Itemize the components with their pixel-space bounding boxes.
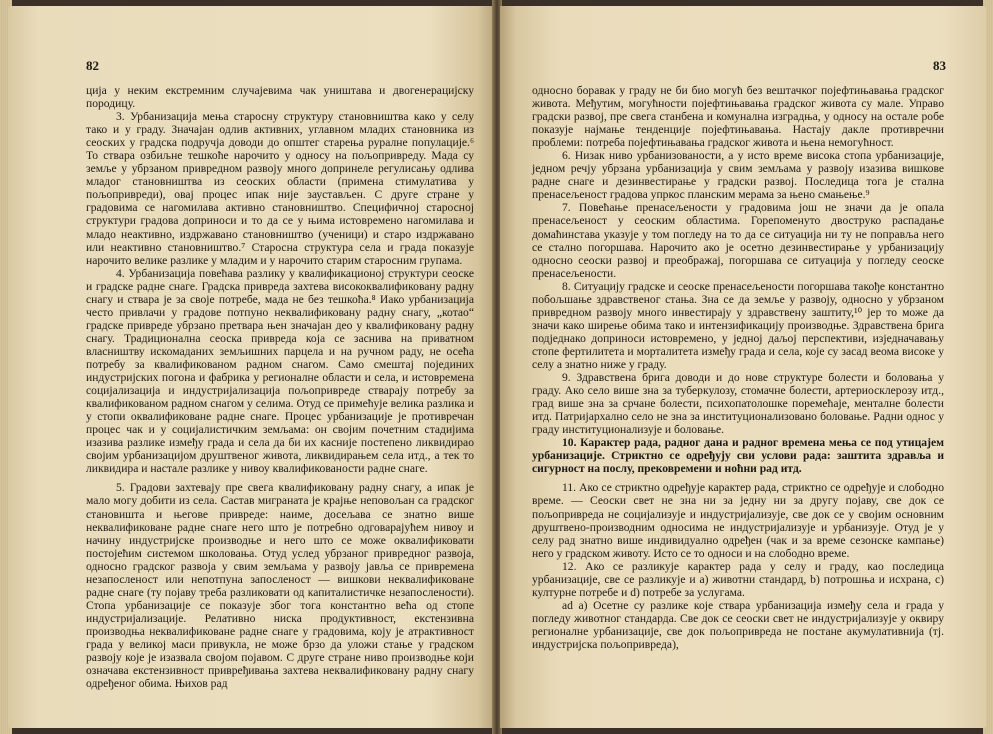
- paragraph: 6. Низак ниво урбанизованости, а у исто време висока стопа урбанизације, једном речју убрзана урбанизација у свим земљама у развоју изазива вишкове радне снаге и дезинвестирање у градски развој. Последица тога је стална пренасељеност градова упркос планским мерама за њено смањење.⁹: [532, 149, 944, 202]
- paragraph: 10. Карактер рада, радног дана и радног времена мења се под утицајем урбанизације. Стриктно се одређују сви услови рада: заштита здравља и сигурност на послу, прековремени и ноћни рад итд.: [532, 436, 944, 476]
- left-page-number: 82: [86, 58, 99, 73]
- right-page-number: 83: [933, 58, 946, 73]
- paragraph: ad a) Осетне су разлике које ствара урбанизација између села и града у погледу животног стандарда. Све док се сеоски свет не индустријализује у оквиру регионалне урбанизације, све док пољопривреда не постане акумулативнија (тј. индустријска пољопривреда),: [532, 598, 944, 651]
- paragraph: 9. Здравствена брига доводи и до нове структуре болести и боловања у граду. Ако село више зна за туберкулозу, стомачне болести, артериосклерозу итд., град више зна за срчане болести, психопатолошке поремећаје, менталне болести итд. Патријархално село не зна за институционализовано боловање. Радни однос у граду институционализује и боловање.: [532, 371, 944, 437]
- paragraph: 5. Градови захтевају пре свега квалификовану радну снагу, а ипак је мало могу добити из села. Састав миграната је крајње неповољан са градског становишта и његове привреде: наиме, досељава се знатно више неквалификоване радне снаге него што је потребно одговарајућем нивоу и начину индустријске производње и него што се може оквалификовати постојећим системом школовања. Отуд услед убрзаног привредног развоја, односно градског развоја у свим земљама у развоју јавља се привремена незапосленост или непотпуна запосленост — вишкови неквалификоване радне снаге (ту појаву треба разликовати од капиталистичке незапослености). Стопа урбанизације се показује због тога константно већа од стопе индустријализације. Релативно ниска продуктивност, екстензивна производња неквалификоване радне снаге у градовима, коју је атрактивност града у великој маси привукла, не може брзо да уложи стање у градском развоју које је изазвала својом појавом. С друге стране ниво производње који означава екстензивност привређивања захтева неквалификовану радну снагу одређеног обима. Њихов рад: [86, 481, 474, 691]
- paragraph: 12. Ако се разликује карактер рада у селу и граду, као последица урбанизације, све се разликује и a) животни стандард, b) потрошња и исхрана, c) културне потребе и d) потребе за услугама.: [532, 559, 944, 599]
- paragraph: 8. Ситуацију градске и сеоске пренасељености погоршава такође константно побољшање здравственог стања. Зна се да земље у развоју, односно у убрзаном привредном развоју много инвестирају у здравствену заштиту,¹⁰ јер то може да значи како ширење обима тако и интензификацију производње. Здравствена брига подједнако доприноси истовремено, у једној даљој перспективи, изједначавању стопе фертилитета и морталитета између града и села, које су засад веома високе у селу а знатно ниже у граду.: [532, 279, 944, 371]
- left-page: [8, 6, 494, 728]
- left-page-text: [86, 84, 474, 690]
- paragraph: 7. Повећање пренасељености у градовима још не значи да је опала пренасељеност у сеоским областима. Горепоменуто двоструко распадање домаћинстава указује у том погледу на то да се ситуација ни ту не поправља него се стално погоршава. Нарочито ако је осетно дезинвестирање у урбанизацију односно сеоски развој и преображај, погоршава се ситуација у погледу сеоске пренасељености.: [532, 201, 944, 280]
- right-page-text: [532, 84, 944, 651]
- paragraph: 3. Урбанизација мења старосну структуру становништва како у селу тако и у граду. Значајан одлив активних, углавном младих становника из сеоских у градска подручја доводи до општег старења руралне популације.⁶ То ствара озбиљне тешкоће нарочито у односу на пољопривреду. Мада су земље у убрзаном привредном развоју много допринеле регулисању одлива младог становништва из сеоских области (примена стимулатива у пољопривреди), овај процес ипак није заустављен. С друге стране у градовима се нагомилава активно становништво. Специфичној старосној структури градова доприноси и то да се у њима истовремено нагомилава и младо неактивно, издржавано становништво (ученици) и старо издржавано или неактивно становништво.⁷ Старосна структура села и града показује нарочито велике разлике у младим и у нарочито старим старосним групама.: [86, 110, 474, 267]
- paragraph: ција у неким екстремним случајевима чак уништава и двогенерацијску породицу.: [86, 84, 474, 111]
- right-page: [500, 6, 986, 728]
- paragraph: 4. Урбанизација повећава разлику у квалификационој структури сеоске и градске радне снаге. Градска привреда захтева висококвалификовану радну снагу и ствара је за своје потребе, мада не без тешкоћа.⁸ Иако урбанизација често привлачи у градове потпуно неквалификовану радну снагу, „котао“ градске привреде убрзано претвара њен значајан део у квалификовану радну снагу. Традиционална сеоска привреда која се заснива на приватном власништву искомаданих земљишних парцела и на ручном раду, не осећа потребу за квалификованом радном снагом. Само смештај појединих индустријских погона и фабрика у регионалне области и села, и истовремена социјализација и индустријализација пољопривреде стварају потребу за квалификованом радном снагом у селима. Отуд се примећује велика разлика и у стопи оквалификоване радне снаге. Процес урбанизације је противречан процес чак и у социјалистичким земљама: он својим почетним стадијима изазива разлике између града и села да би их касније постепено ликвидирао својим урбанизацијом друштвеног живота, ликвидирањем села итд., а тек то ликвидира и настале разлике у нивоу квалификованости радне снаге.: [86, 266, 474, 476]
- paragraph: 11. Ако се стриктно одређује карактер рада, стриктно се одређује и слободно време. — Сеоски свет не зна ни за једну ни за другу појаву, све док се пољопривреда не социјализује и индустријализује, све док се у својим основним друштвено-производним односима не индустријализује и урбанизује. Отуд је у селу рад знатно више индивидуално одређен (чак и за време сезонске кампање) него у градском животу. Исто се то односи и на слободно време.: [532, 481, 944, 560]
- paragraph: односно боравак у граду не би био могућ без вештачког појефтињавања градског живота. Међутим, могућности појефтињавања градског живота су мале. Управо градски развој, пре свега станбена и комунална изградња, у односу на остале робе показује најмање тенденције појефтињавања. Настају дакле противречни проблеми: потреба појефтињавања градског живота и њена немогућност.: [532, 84, 944, 150]
